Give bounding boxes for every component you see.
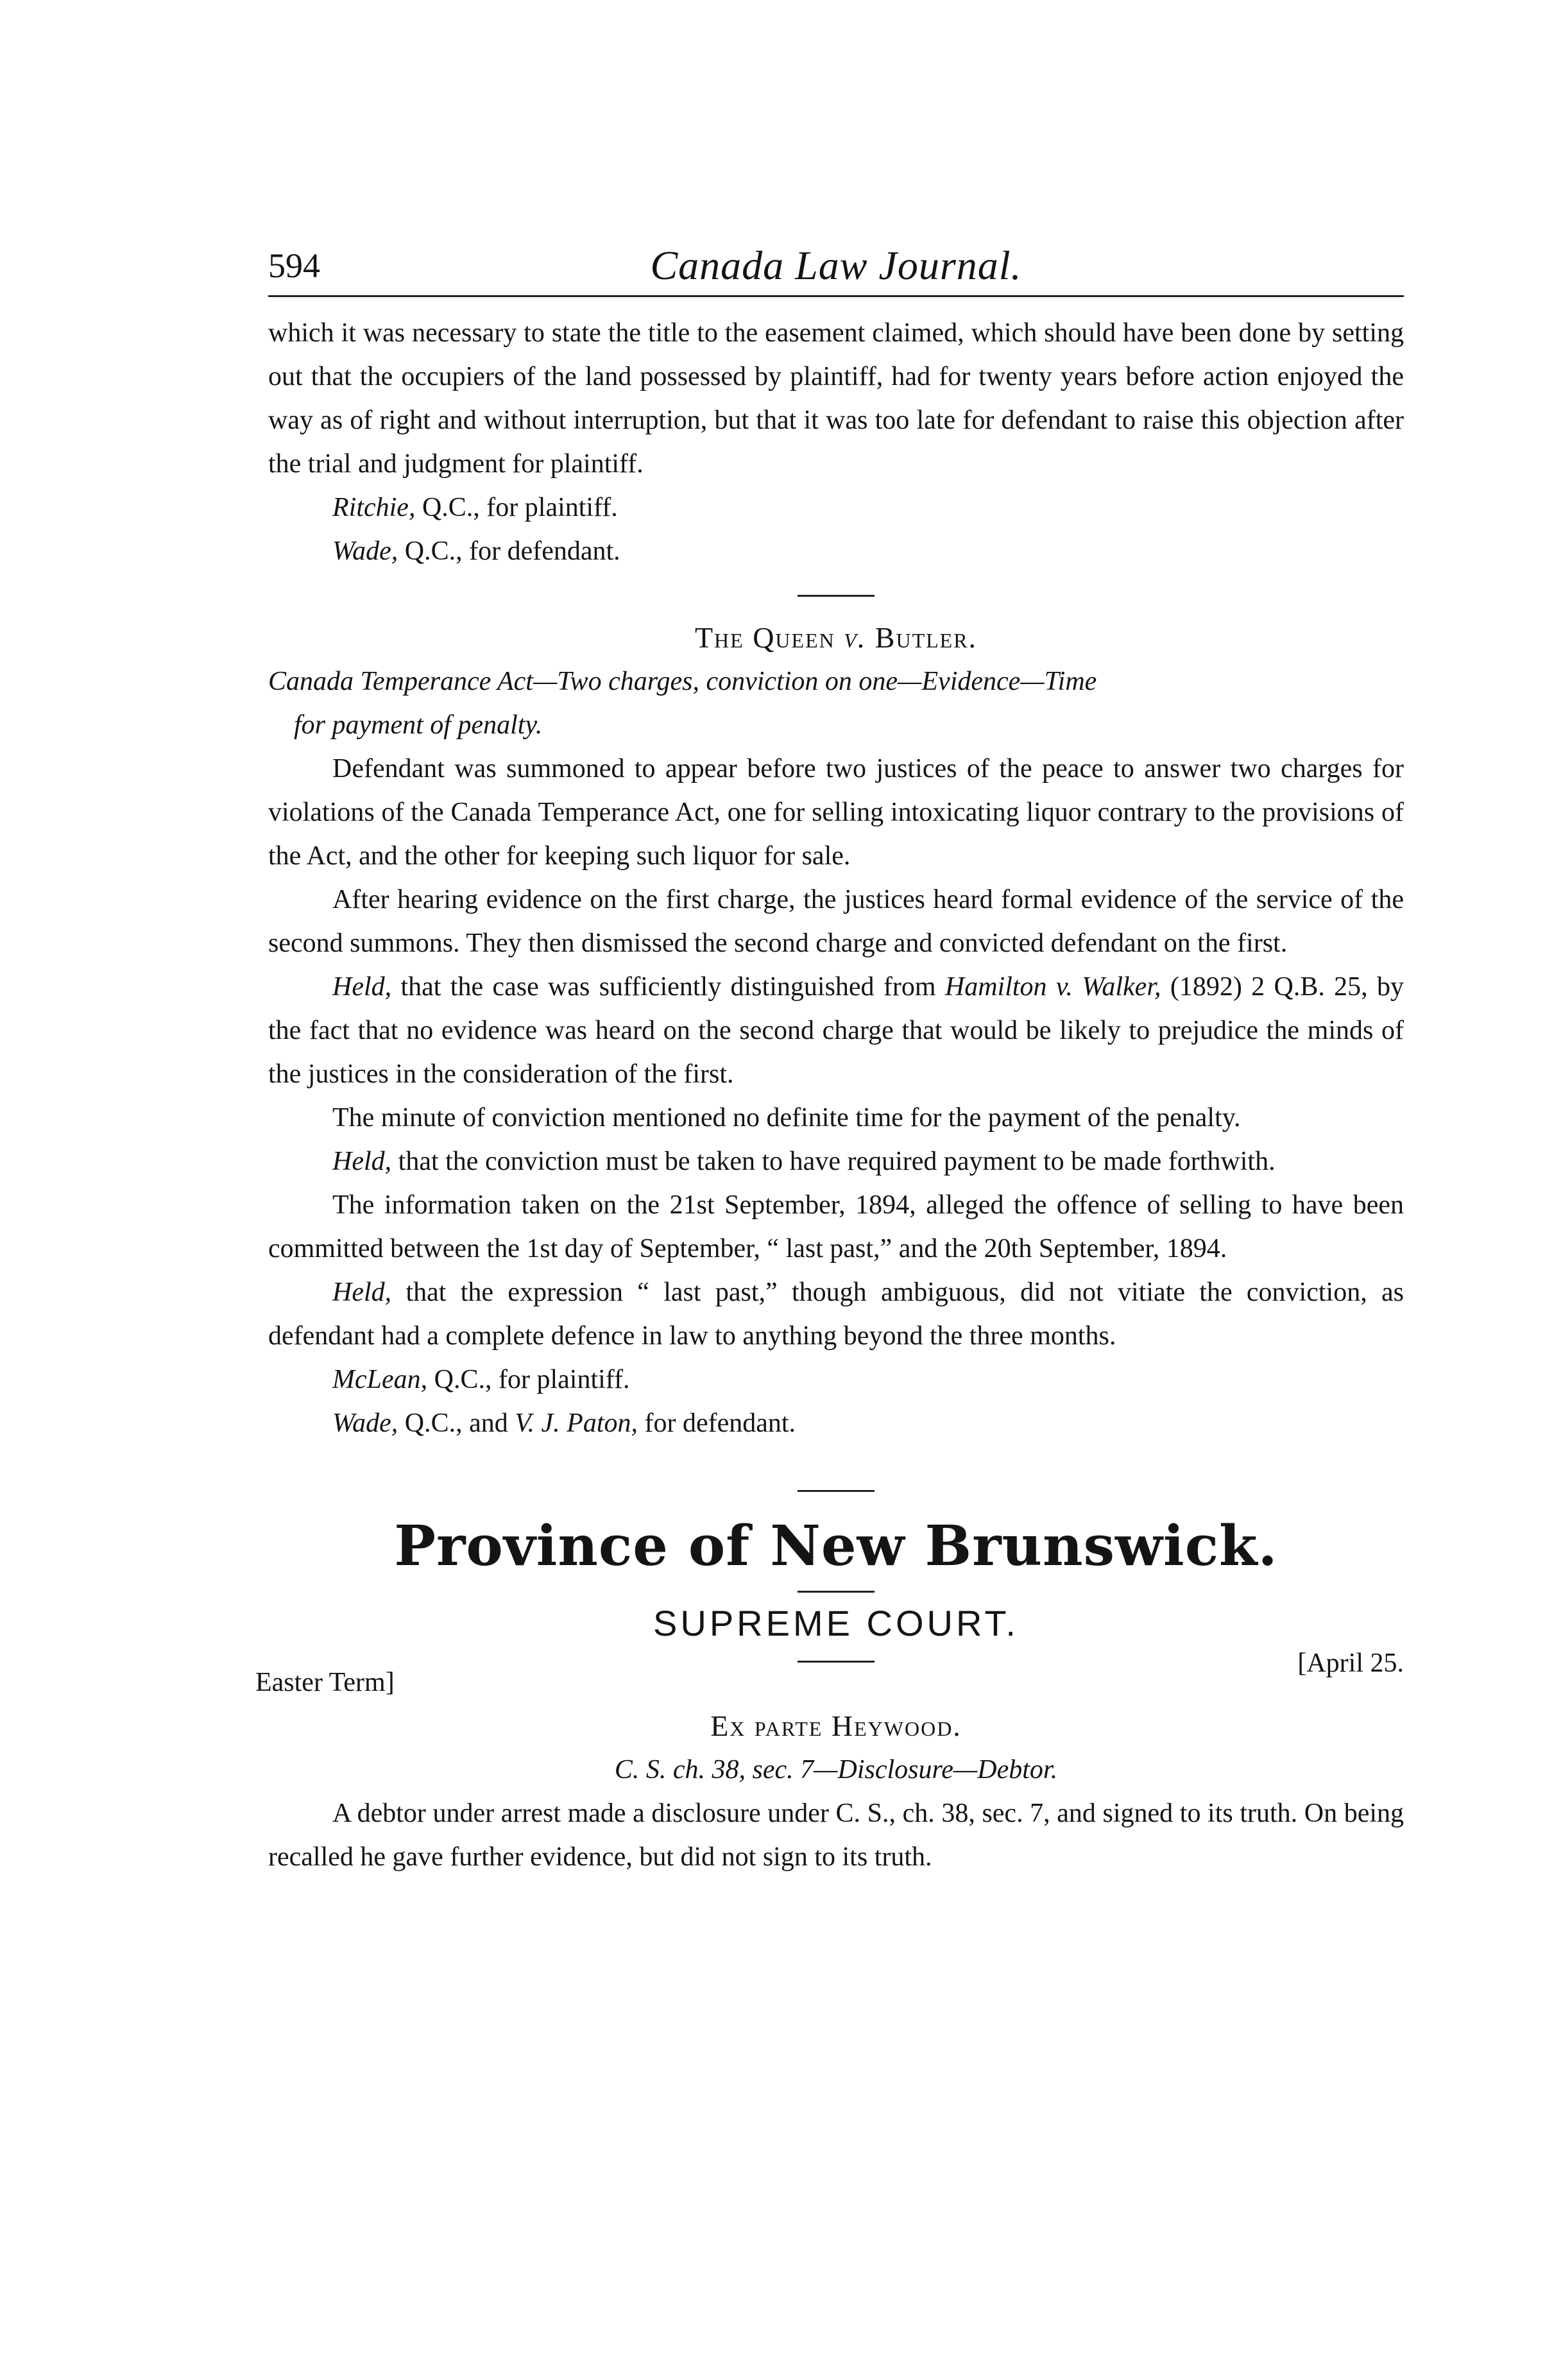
cited-case: Hamilton v. Walker,: [944, 972, 1161, 1002]
province-heading: Province of New Brunswick.: [394, 1514, 1278, 1579]
journal-page: [255, 237, 1404, 1879]
running-head: [268, 237, 1404, 297]
case-title: The Queen v. Butler.: [694, 621, 978, 654]
page-number: 594: [268, 246, 320, 285]
counsel-line: Ritchie, Q.C., for plaintiff.: [332, 493, 618, 522]
case-headnote: Canada Temperance Act—Two charges, conviction on one—Evidence—Time for payment of penalty.: [268, 667, 1097, 740]
case-paragraph: The information taken on the 21st September, 1894, alleged the offence of selling to have been committed between the 1st day of September, “ last past,” and the 20th September, 1894.: [268, 1190, 1404, 1263]
case-headnote: C. S. ch. 38, sec. 7—Disclosure—Debtor.: [614, 1755, 1058, 1785]
counsel-name: McLean,: [332, 1365, 428, 1394]
case-holding: Held, that the conviction must be taken to have required payment to be made forthwith.: [332, 1147, 1276, 1176]
continued-paragraph: which it was necessary to state the title to the easement claimed, which should have been done by setting out that the occupiers of the land possessed by plaintiff, had for twenty years before action enjoyed the way as of right and without interruption, but that it was too late for defendant to raise this objection after the trial and judgment for plaintiff.: [268, 318, 1404, 479]
case-holding: Held, that the expression “ last past,” though ambiguous, did not vitiate the conviction, as defendant had a complete defence in law to anything beyond the three months.: [268, 1278, 1404, 1351]
section-divider: [798, 1661, 875, 1663]
counsel-line: McLean, Q.C., for plaintiff.: [332, 1365, 630, 1394]
case-paragraph: Defendant was summoned to appear before two justices of the peace to answer two charges for violations of the Canada Temperance Act, one for selling intoxicating liquor contrary to the provisions of the Act, and the other for keeping such liquor for sale.: [268, 754, 1404, 871]
counsel-name: Wade,: [332, 1408, 398, 1438]
case-holding: Held, that the case was sufficiently distinguished from Hamilton v. Walker, (1892) 2 Q.B. 25, by the fact that no evidence was heard on the second charge that would be likely to prejudice the minds of the justices in the consideration of the first.: [268, 972, 1404, 1089]
term-row: [255, 1648, 1404, 1704]
case-title: Ex parte Heywood.: [710, 1709, 962, 1742]
court-heading: SUPREME COURT.: [653, 1603, 1019, 1643]
case-paragraph: The minute of conviction mentioned no definite time for the payment of the penalty.: [332, 1103, 1241, 1133]
counsel-name: Wade,: [332, 536, 398, 566]
counsel-line: Wade, Q.C., for defendant.: [332, 536, 620, 566]
section-divider: [798, 595, 875, 597]
case-paragraph: A debtor under arrest made a disclosure under C. S., ch. 38, sec. 7, and signed to its truth. On being recalled he gave further evidence, but did not sign to its truth.: [268, 1799, 1404, 1872]
section-divider: [798, 1490, 875, 1492]
journal-title: Canada Law Journal.: [650, 243, 1022, 288]
section-divider: [798, 1591, 875, 1593]
counsel-name: Ritchie,: [332, 493, 416, 522]
counsel-name: V. J. Paton,: [515, 1408, 638, 1438]
term-label: Easter Term]: [255, 1668, 395, 1697]
term-date: [April 25.: [1297, 1648, 1404, 1678]
case-paragraph: After hearing evidence on the first charge, the justices heard formal evidence of the service of the second summons. They then dismissed the second charge and convicted defendant on the first.: [268, 885, 1404, 958]
counsel-line: Wade, Q.C., and V. J. Paton, for defendant.: [332, 1408, 796, 1438]
